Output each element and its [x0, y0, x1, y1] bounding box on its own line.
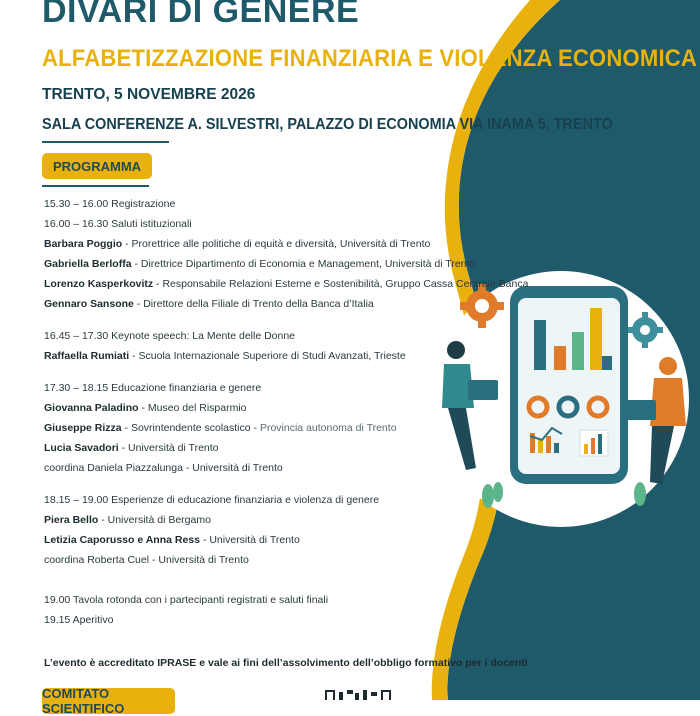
- speaker-row: Lucia Savadori - Università di Trento: [44, 442, 219, 454]
- speaker-row: Gennaro Sansone - Direttore della Filiale di Trento della Banca d’Italia: [44, 298, 374, 310]
- speaker-name: Giuseppe Rizza: [44, 422, 122, 434]
- schedule-item: 17.30 – 18.15 Educazione finanziaria e genere: [44, 382, 262, 394]
- speaker-name: Giovanna Paladino: [44, 402, 139, 414]
- speaker-role: Scuola Internazionale Superiore di Studi Avanzati, Trieste: [138, 350, 406, 362]
- speaker-name: Lorenzo Kasperkovitz: [44, 278, 154, 290]
- speaker-row: Piera Bello - Università di Bergamo: [44, 514, 211, 526]
- accreditation-note: L’evento è accreditato IPRASE e vale ai fini dell’assolvimento dell’obbligo formativo per i docenti: [44, 657, 528, 669]
- schedule-item: 18.15 – 19.00 Esperienze di educazione finanziaria e violenza di genere: [44, 494, 380, 506]
- speaker-row: Letizia Caporusso e Anna Ress - Università di Trento: [44, 534, 300, 546]
- event-date: TRENTO, 5 NOVEMBRE 2026: [42, 86, 256, 103]
- speaker-name: Barbara Poggio: [44, 238, 123, 250]
- schedule-item: 16.45 – 17.30 Keynote speech: La Mente delle Donne: [44, 330, 296, 342]
- divider: [42, 141, 169, 143]
- moderator: coordina Roberta Cuel - Università di Trento: [44, 554, 249, 566]
- speaker-row: Lorenzo Kasperkovitz - Responsabile Relazioni Esterne e Sostenibilità, Gruppo Cassa Centrale Banca: [44, 278, 529, 290]
- comitato-badge: COMITATO SCIENTIFICO: [42, 688, 175, 714]
- speaker-role: Università di Trento: [128, 442, 219, 454]
- speaker-role: Direttore della Filiale di Trento della Banca d’Italia: [143, 298, 374, 310]
- speaker-row: Gabriella Berloffa - Direttrice Dipartimento di Economia e Management, Università di Trento: [44, 258, 476, 270]
- speaker-extra: Provincia autonoma di Trento: [259, 422, 397, 434]
- speaker-name: Gabriella Berloffa: [44, 258, 132, 270]
- speaker-name: Gennaro Sansone: [44, 298, 134, 310]
- qr-code-icon: [325, 690, 395, 700]
- speaker-role: Museo del Risparmio: [147, 402, 247, 414]
- moderator: coordina Daniela Piazzalunga - Università di Trento: [44, 462, 283, 474]
- schedule: [44, 194, 529, 630]
- divider: [42, 185, 149, 187]
- speaker-role: Direttrice Dipartimento di Economia e Management, Università di Trento: [140, 258, 476, 270]
- speaker-name: Raffaella Rumiati: [44, 350, 130, 362]
- event-subtitle: ALFABETIZZAZIONE FINANZIARIA E VIOLENZA ECONOMICA: [42, 45, 698, 72]
- speaker-row: Raffaella Rumiati - Scuola Internazionale Superiore di Studi Avanzati, Trieste: [44, 350, 406, 362]
- speaker-name: Piera Bello: [44, 514, 99, 526]
- schedule-item: 15.30 – 16.00 Registrazione: [44, 198, 176, 210]
- event-venue: SALA CONFERENZE A. SILVESTRI, PALAZZO DI ECONOMIA VIA INAMA 5, TRENTO: [42, 116, 613, 133]
- event-title: DIVARI DI GENERE: [42, 0, 360, 30]
- speaker-row: Barbara Poggio - Prorettrice alle politiche di equità e diversità, Università di Trento: [44, 238, 431, 250]
- schedule-item: 16.00 – 16.30 Saluti istituzionali: [44, 218, 192, 230]
- speaker-role: Responsabile Relazioni Esterne e Sostenibilità, Gruppo Cassa Centrale Banca: [162, 278, 529, 290]
- schedule-item: 19.15 Aperitivo: [44, 614, 114, 626]
- speaker-name: Letizia Caporusso e Anna Ress: [44, 534, 200, 546]
- schedule-item: 19.00 Tavola rotonda con i partecipanti registrati e saluti finali: [44, 594, 329, 606]
- programma-badge: PROGRAMMA: [42, 153, 152, 179]
- speaker-row: Giuseppe Rizza - Sovrintendente scolastico - Provincia autonoma di Trento: [44, 422, 397, 434]
- speaker-role: Università di Bergamo: [107, 514, 211, 526]
- speaker-role: Università di Trento: [209, 534, 300, 546]
- speaker-role: Prorettrice alle politiche di equità e diversità, Università di Trento: [131, 238, 431, 250]
- speaker-name: Lucia Savadori: [44, 442, 119, 454]
- speaker-row: Giovanna Paladino - Museo del Risparmio: [44, 402, 247, 414]
- speaker-role: Sovrintendente scolastico: [130, 422, 251, 434]
